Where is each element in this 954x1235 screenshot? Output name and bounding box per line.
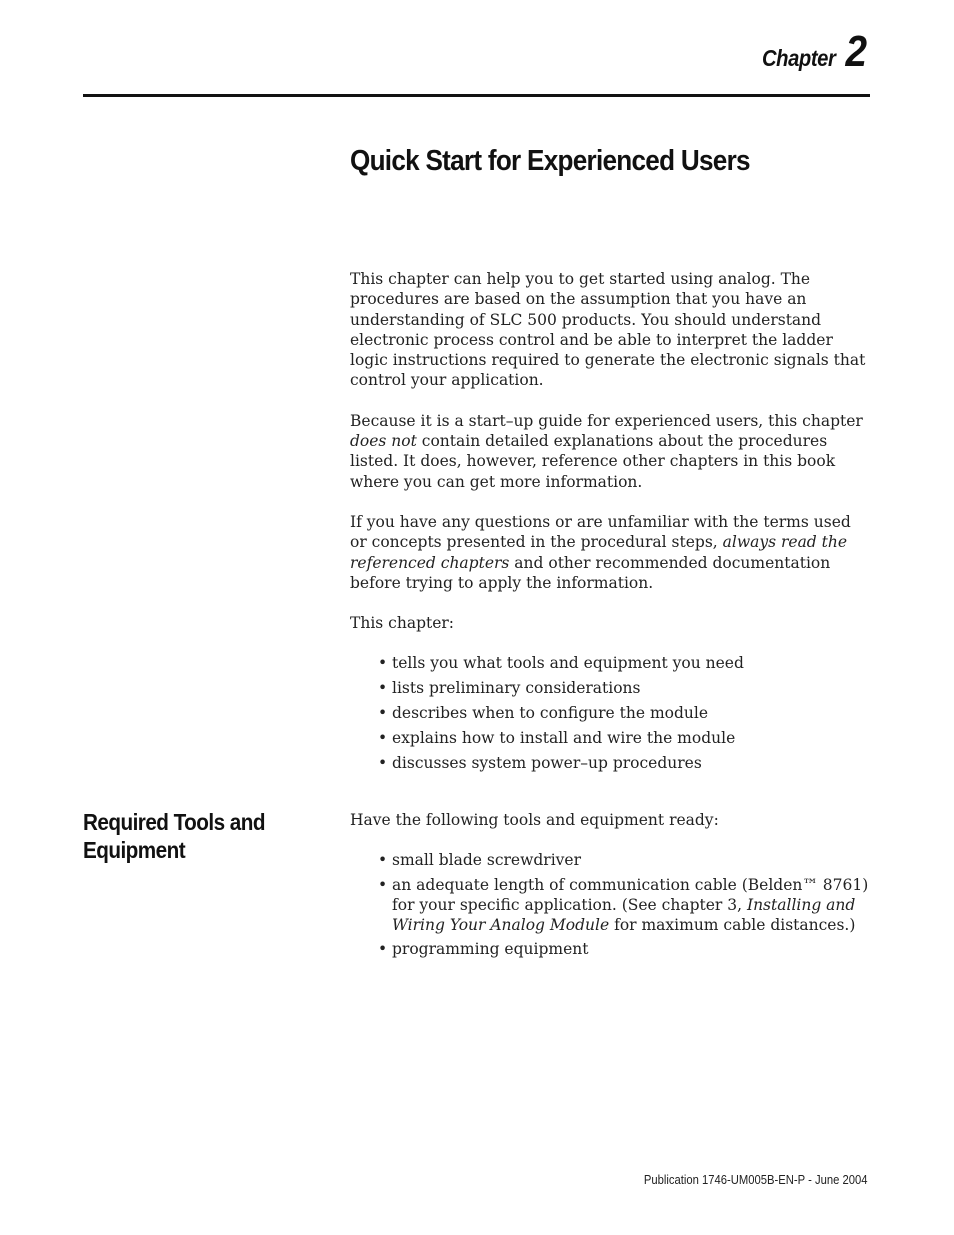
- chapter-contents-list: [350, 653, 870, 773]
- required-tools-lead: Have the following tools and equipment ready:: [350, 811, 719, 829]
- text-run: and other recommended documentation before trying to apply the information.: [350, 553, 831, 592]
- text-run: Because it is a start–up guide for experienced users, this chapter: [350, 411, 863, 430]
- text-run: an adequate length of communication cable (Belden™ 8761) for your specific application. (See chapter 3,: [392, 875, 869, 914]
- list-item-text: describes when to configure the module: [392, 704, 709, 723]
- emphasis-text: always read the referenced chapters: [350, 533, 848, 572]
- list-item-text: programming equipment: [392, 940, 589, 959]
- bullet-icon: •: [378, 875, 388, 894]
- tools-list: [350, 850, 870, 959]
- bullet-icon: •: [378, 654, 388, 673]
- text-run: for maximum cable distances.): [609, 916, 856, 935]
- list-item: [378, 728, 870, 748]
- text-run: contain detailed explanations about the procedures listed. It does, however, reference other chapters in this book where you can get more information.: [350, 432, 836, 491]
- chapter-label: Chapter: [762, 45, 836, 71]
- list-item-text: small blade screwdriver: [392, 851, 581, 870]
- bullet-icon: •: [378, 754, 388, 773]
- header-rule: [83, 94, 870, 97]
- list-item: [378, 850, 870, 870]
- list-item: [378, 875, 870, 936]
- bullet-icon: •: [378, 679, 388, 698]
- list-item: [378, 653, 870, 673]
- publication-footer: Publication 1746-UM005B-EN-P - June 2004: [644, 1173, 868, 1187]
- section-heading-required-tools: Required Tools and Equipment: [83, 809, 265, 863]
- intro-paragraph-4: This chapter:: [350, 614, 455, 633]
- list-item: [378, 678, 870, 698]
- list-item-text: discusses system power–up procedures: [392, 754, 702, 773]
- list-item: [378, 703, 870, 723]
- chapter-header: [752, 27, 868, 76]
- required-tools-section: [350, 810, 870, 960]
- intro-paragraph-3: [350, 512, 870, 593]
- list-item: [378, 753, 870, 773]
- list-item-text: lists preliminary considerations: [392, 679, 641, 698]
- page-title: Quick Start for Experienced Users: [350, 145, 750, 177]
- emphasis-text: does not: [350, 432, 417, 451]
- list-item: [378, 939, 870, 959]
- bullet-icon: •: [378, 940, 388, 959]
- list-item-text: explains how to install and wire the module: [392, 729, 736, 748]
- bullet-icon: •: [378, 729, 388, 748]
- intro-paragraph-2: [350, 411, 870, 492]
- intro-paragraph-1: This chapter can help you to get started using analog. The procedures are based on the assumption that you have an understanding of SLC 500 products. You should understand electronic process control and be able to interpret the ladder logic instructions required to generate the electronic signals that control your application.: [350, 270, 866, 390]
- intro-section: [350, 269, 870, 774]
- bullet-icon: •: [378, 704, 388, 723]
- list-item-text: tells you what tools and equipment you need: [392, 654, 744, 673]
- bullet-icon: •: [378, 851, 388, 870]
- chapter-number: 2: [844, 27, 867, 76]
- text-run: If you have any questions or are unfamiliar with the terms used or concepts presented in the procedural steps,: [350, 512, 851, 552]
- emphasis-text: Installing and Wiring Your Analog Module: [392, 895, 856, 935]
